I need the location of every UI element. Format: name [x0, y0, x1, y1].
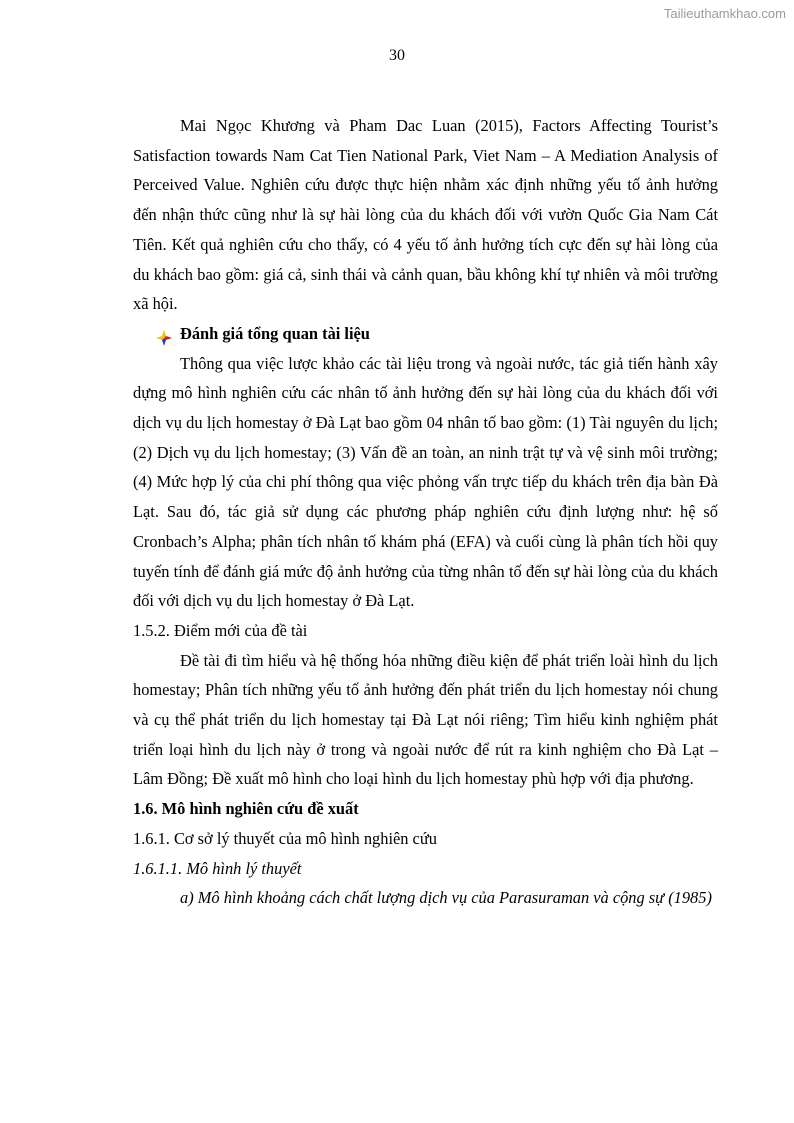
literature-review-heading — [156, 319, 718, 349]
paragraph-study-summary: Mai Ngọc Khương và Pham Dac Luan (2015), Factors Affecting Tourist’s Satisfaction towards Nam Cat Tien National Park, Viet Nam – A Mediation Analysis of Perceived Value. Nghiên cứu được thực hiện nhằm xác định những yếu tố ảnh hưởng đến nhận thức cũng như là sự hài lòng của du khách đối với vườn Quốc Gia Nam Cát Tiên. Kết quả nghiên cứu cho thấy, có 4 yếu tố ảnh hưởng tích cực đến sự hài lòng của du khách bao gồm: giá cả, sinh thái và cảnh quan, bầu không khí tự nhiên và môi trường xã hội. — [133, 116, 718, 314]
page-content — [133, 111, 718, 913]
heading-1-6-1: 1.6.1. Cơ sở lý thuyết của mô hình nghiên cứu — [133, 828, 437, 848]
heading-1-6: 1.6. Mô hình nghiên cứu đề xuất — [133, 799, 359, 819]
page-number: 30 — [389, 47, 405, 64]
watermark: Tailieuthamkhao.com — [663, 6, 786, 21]
paragraph-novelty: Đề tài đi tìm hiểu và hệ thống hóa những điều kiện để phát triển loài hình du lịch homestay; Phân tích những yếu tố ảnh hưởng đến phát triển du lịch homestay nói chung và cụ thể phát triển du lịch homestay tại Đà Lạt nói riêng; Tìm hiểu kinh nghiệm phát triển loại hình du lịch này ở trong và ngoài nước để rút ra kinh nghiệm cho Đà Lạt – Lâm Đồng; Đề xuất mô hình cho loại hình du lịch homestay phù hợp với địa phương. — [133, 650, 718, 789]
heading-model-a: a) Mô hình khoảng cách chất lượng dịch vụ của Parasuraman và cộng sự (1985) — [180, 888, 712, 908]
heading-1-6-1-1: 1.6.1.1. Mô hình lý thuyết — [133, 858, 302, 878]
four-direction-arrow-icon — [156, 326, 172, 342]
paragraph-review: Thông qua việc lược khảo các tài liệu trong và ngoài nước, tác giả tiến hành xây dựng mô hình nghiên cứu các nhân tố ảnh hưởng đến sự hài lòng của du khách đối với dịch vụ du lịch homestay ở Đà Lạt bao gồm 04 nhân tố bao gồm: (1) Tài nguyên du lịch; (2) Dịch vụ du lịch homestay; (3) Vấn đề an toàn, an ninh trật tự và vệ sinh môi trường; (4) Mức hợp lý của chi phí thông qua việc phỏng vấn trực tiếp du khách trên địa bàn Đà Lạt. Sau đó, tác giả sử dụng các phương pháp nghiên cứu định lượng như: hệ số Cronbach’s Alpha; phân tích nhân tố khám phá (EFA) và cuối cùng là phân tích hồi quy tuyến tính để đánh giá mức độ ảnh hưởng của từng nhân tố đến sự hài lòng của du khách đối với dịch vụ du lịch homestay ở Đà Lạt. — [133, 353, 718, 611]
heading-1-5-2: 1.5.2. Điểm mới của đề tài — [133, 620, 308, 640]
literature-review-heading-text: Đánh giá tổng quan tài liệu — [180, 323, 370, 343]
